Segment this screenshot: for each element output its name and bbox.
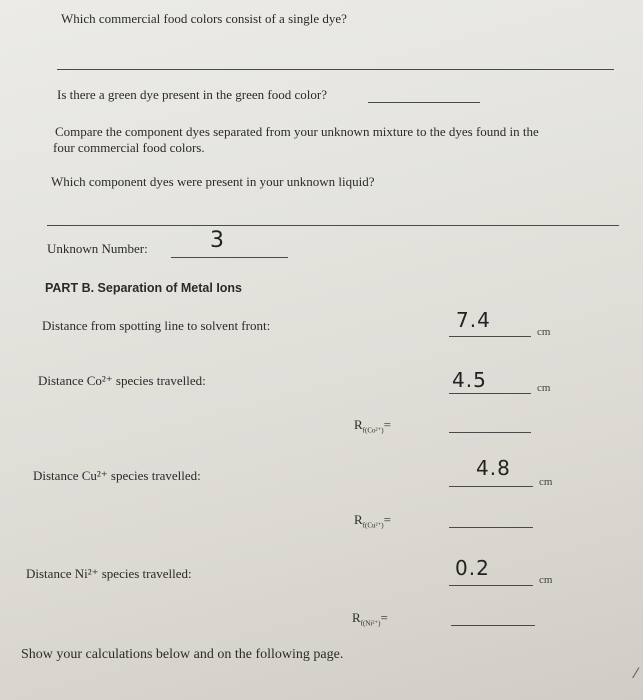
copper-distance-value: 4.8 bbox=[476, 456, 511, 480]
unknown-number-label: Unknown Number: bbox=[47, 241, 148, 256]
copper-rf-symbol: R bbox=[354, 512, 363, 527]
cobalt-rf-subscript: f(Co²⁺) bbox=[362, 426, 384, 435]
copper-distance-label: Distance Cu²⁺ species travelled: bbox=[33, 468, 201, 483]
question-unknown-dyes: Which component dyes were present in your unknown liquid? bbox=[51, 174, 375, 189]
copper-rf-subscript: f(Cu²⁺) bbox=[362, 521, 384, 530]
nickel-rf-label bbox=[352, 610, 388, 628]
cobalt-distance-value: 4.5 bbox=[452, 368, 487, 392]
cobalt-distance-unit: cm bbox=[537, 382, 551, 394]
answer-line-q4 bbox=[47, 225, 619, 226]
solvent-front-line bbox=[449, 336, 531, 337]
answer-line-q2 bbox=[368, 102, 480, 103]
unknown-number-value: 3 bbox=[210, 228, 225, 253]
cobalt-rf-equals: = bbox=[383, 417, 391, 432]
answer-line-q1 bbox=[57, 69, 614, 70]
part-b-heading: PART B. Separation of Metal Ions bbox=[45, 281, 243, 295]
nickel-distance-label: Distance Ni²⁺ species travelled: bbox=[26, 566, 192, 581]
cobalt-distance-line bbox=[449, 393, 531, 394]
copper-rf-label bbox=[354, 512, 391, 530]
page-edge-mark: ⁄ bbox=[634, 666, 637, 682]
copper-rf-line bbox=[449, 527, 533, 528]
nickel-distance-unit: cm bbox=[539, 574, 553, 586]
cobalt-distance-label: Distance Co²⁺ species travelled: bbox=[38, 373, 206, 388]
solvent-front-label: Distance from spotting line to solvent front: bbox=[42, 318, 271, 333]
cobalt-rf-label bbox=[354, 417, 391, 435]
nickel-rf-symbol: R bbox=[352, 610, 361, 625]
nickel-distance-value: 0.2 bbox=[455, 556, 490, 580]
question-single-dye: Which commercial food colors consist of a single dye? bbox=[61, 11, 347, 26]
cobalt-rf-symbol: R bbox=[354, 417, 363, 432]
nickel-rf-equals: = bbox=[380, 610, 388, 625]
nickel-rf-subscript: f(Ni²⁺) bbox=[360, 619, 381, 628]
copper-distance-unit: cm bbox=[539, 476, 553, 488]
copper-rf-equals: = bbox=[383, 512, 391, 527]
unknown-number-line bbox=[171, 257, 288, 258]
nickel-distance-line bbox=[449, 585, 533, 586]
question-green-dye: Is there a green dye present in the green food color? bbox=[57, 87, 327, 102]
instruction-compare-line1: Compare the component dyes separated from your unknown mixture to the dyes found in the bbox=[55, 124, 539, 139]
calculations-instruction: Show your calculations below and on the following page. bbox=[21, 647, 344, 662]
nickel-rf-line bbox=[451, 625, 535, 626]
solvent-front-value: 7.4 bbox=[456, 308, 491, 332]
copper-distance-line bbox=[449, 486, 533, 487]
cobalt-rf-line bbox=[449, 432, 531, 433]
solvent-front-unit: cm bbox=[537, 326, 551, 338]
instruction-compare-line2: four commercial food colors. bbox=[53, 140, 205, 155]
